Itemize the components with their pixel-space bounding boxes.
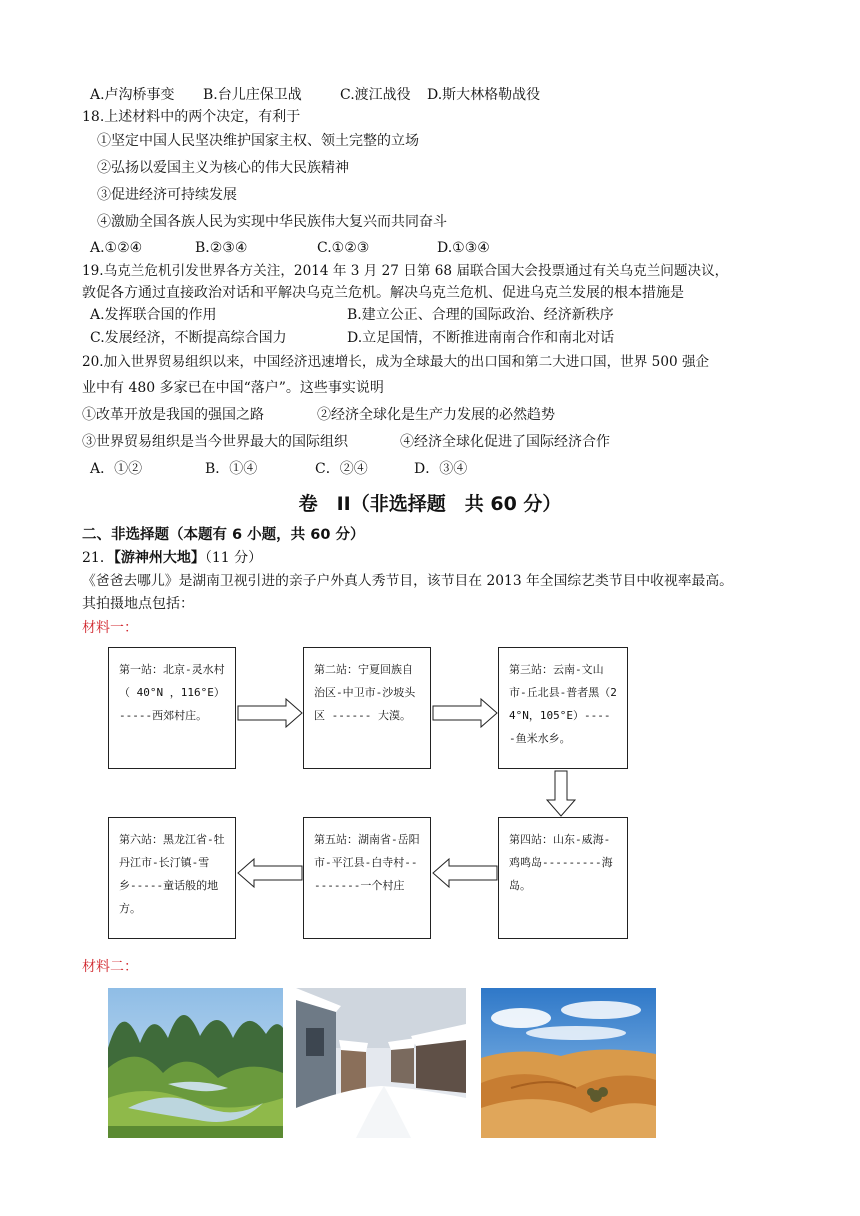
snow-village-photo bbox=[296, 988, 466, 1138]
station-box-5: 第五站：湖南省-岳阳市-平江县-白寺村---------一个村庄 bbox=[303, 817, 431, 939]
q20-option-d: D．③④ bbox=[414, 461, 468, 477]
q19-option-c: C.发展经济，不断提高综合国力 bbox=[90, 330, 287, 346]
material-two-label: 材料二： bbox=[82, 959, 138, 975]
q18-item-3: ③促进经济可持续发展 bbox=[97, 187, 237, 203]
q19-option-a: A.发挥联合国的作用 bbox=[90, 307, 217, 323]
q20-item-3: ③世界贸易组织是当今世界最大的国际组织 bbox=[82, 434, 348, 450]
q18-option-a: A.①②④ bbox=[90, 240, 143, 256]
q18-option-d: D.①③④ bbox=[437, 240, 490, 256]
material-one-label: 材料一： bbox=[82, 620, 138, 636]
arrow-right-icon bbox=[238, 699, 302, 727]
station-box-1: 第一站：北京-灵水村 （ 40°N ，116°E）-----西郊村庄。 bbox=[108, 647, 236, 769]
q18-option-b: B.②③④ bbox=[195, 240, 248, 256]
q21-desc-line2: 其拍摄地点包括： bbox=[82, 596, 194, 612]
q18-item-1: ①坚定中国人民坚决维护国家主权、领土完整的立场 bbox=[97, 133, 419, 149]
station-box-6: 第六站：黑龙江省-牡丹江市-长汀镇-雪乡-----童话般的地方。 bbox=[108, 817, 236, 939]
q20-option-b: B．①④ bbox=[205, 461, 258, 477]
q21-desc-line1: 《爸爸去哪儿》是湖南卫视引进的亲子户外真人秀节目，该节目在 2013 年全国综艺类节目中收视率最高。 bbox=[82, 573, 733, 589]
arrow-left-icon bbox=[433, 859, 497, 887]
q18-item-4: ④激励全国各族人民为实现中华民族伟大复兴而共同奋斗 bbox=[97, 214, 447, 230]
station-box-4: 第四站：山东-威海-鸡鸣岛---------海岛。 bbox=[498, 817, 628, 939]
section-title: 卷 II（非选择题 共 60 分） bbox=[298, 493, 562, 515]
q20-option-a: A．①② bbox=[90, 461, 143, 477]
arrow-left-icon bbox=[238, 859, 302, 887]
q17-option-b: B.台儿庄保卫战 bbox=[203, 87, 302, 103]
q20-stem-line1: 20.加入世界贸易组织以来，中国经济迅速增长，成为全球最大的出口国和第二大进口国，世界 500 强企 bbox=[82, 354, 710, 370]
q21-number: 21． bbox=[82, 550, 114, 566]
arrow-down-icon bbox=[547, 771, 575, 816]
station-box-2: 第二站：宁夏回族自治区-中卫市-沙坡头区 ------ 大漠。 bbox=[303, 647, 431, 769]
q19-option-b: B.建立公正、合理的国际政治、经济新秩序 bbox=[347, 307, 614, 323]
arrow-right-icon bbox=[433, 699, 497, 727]
q20-stem-line2: 业中有 480 多家已在中国“落户”。这些事实说明 bbox=[82, 380, 384, 396]
q18-option-c: C.①②③ bbox=[317, 240, 370, 256]
q18-stem: 18.上述材料中的两个决定，有利于 bbox=[82, 109, 301, 125]
q20-option-c: C．②④ bbox=[315, 461, 368, 477]
q17-option-a: A.卢沟桥事变 bbox=[90, 87, 175, 103]
q21-label: 【游神州大地】 bbox=[113, 550, 205, 566]
q20-item-2: ②经济全球化是生产力发展的必然趋势 bbox=[317, 407, 555, 423]
q19-stem-line2: 敦促各方通过直接政治对话和平解决乌克兰危机。解决乌克兰危机、促进乌克兰发展的根本措施是 bbox=[82, 285, 684, 301]
q17-option-c: C.渡江战役 bbox=[340, 87, 411, 103]
part2-heading: 二、非选择题（本题有 6 小题，共 60 分） bbox=[82, 527, 365, 543]
q20-item-1: ①改革开放是我国的强国之路 bbox=[82, 407, 264, 423]
q18-item-2: ②弘扬以爱国主义为核心的伟大民族精神 bbox=[97, 160, 349, 176]
station-box-3: 第三站：云南-文山市-丘北县-普者黑（24°N，105°E）-----鱼米水乡。 bbox=[498, 647, 628, 769]
q19-stem-line1: 19.乌克兰危机引发世界各方关注，2014 年 3 月 27 日第 68 届联合国大会投票通过有关乌克兰问题决议， bbox=[82, 263, 729, 279]
q21-score: （11 分） bbox=[204, 550, 263, 566]
q19-option-d: D.立足国情，不断推进南南合作和南北对话 bbox=[347, 330, 615, 346]
desert-dunes-photo bbox=[481, 988, 656, 1138]
q20-item-4: ④经济全球化促进了国际经济合作 bbox=[400, 434, 610, 450]
karst-landscape-photo bbox=[108, 988, 283, 1138]
q17-option-d: D.斯大林格勒战役 bbox=[427, 87, 541, 103]
